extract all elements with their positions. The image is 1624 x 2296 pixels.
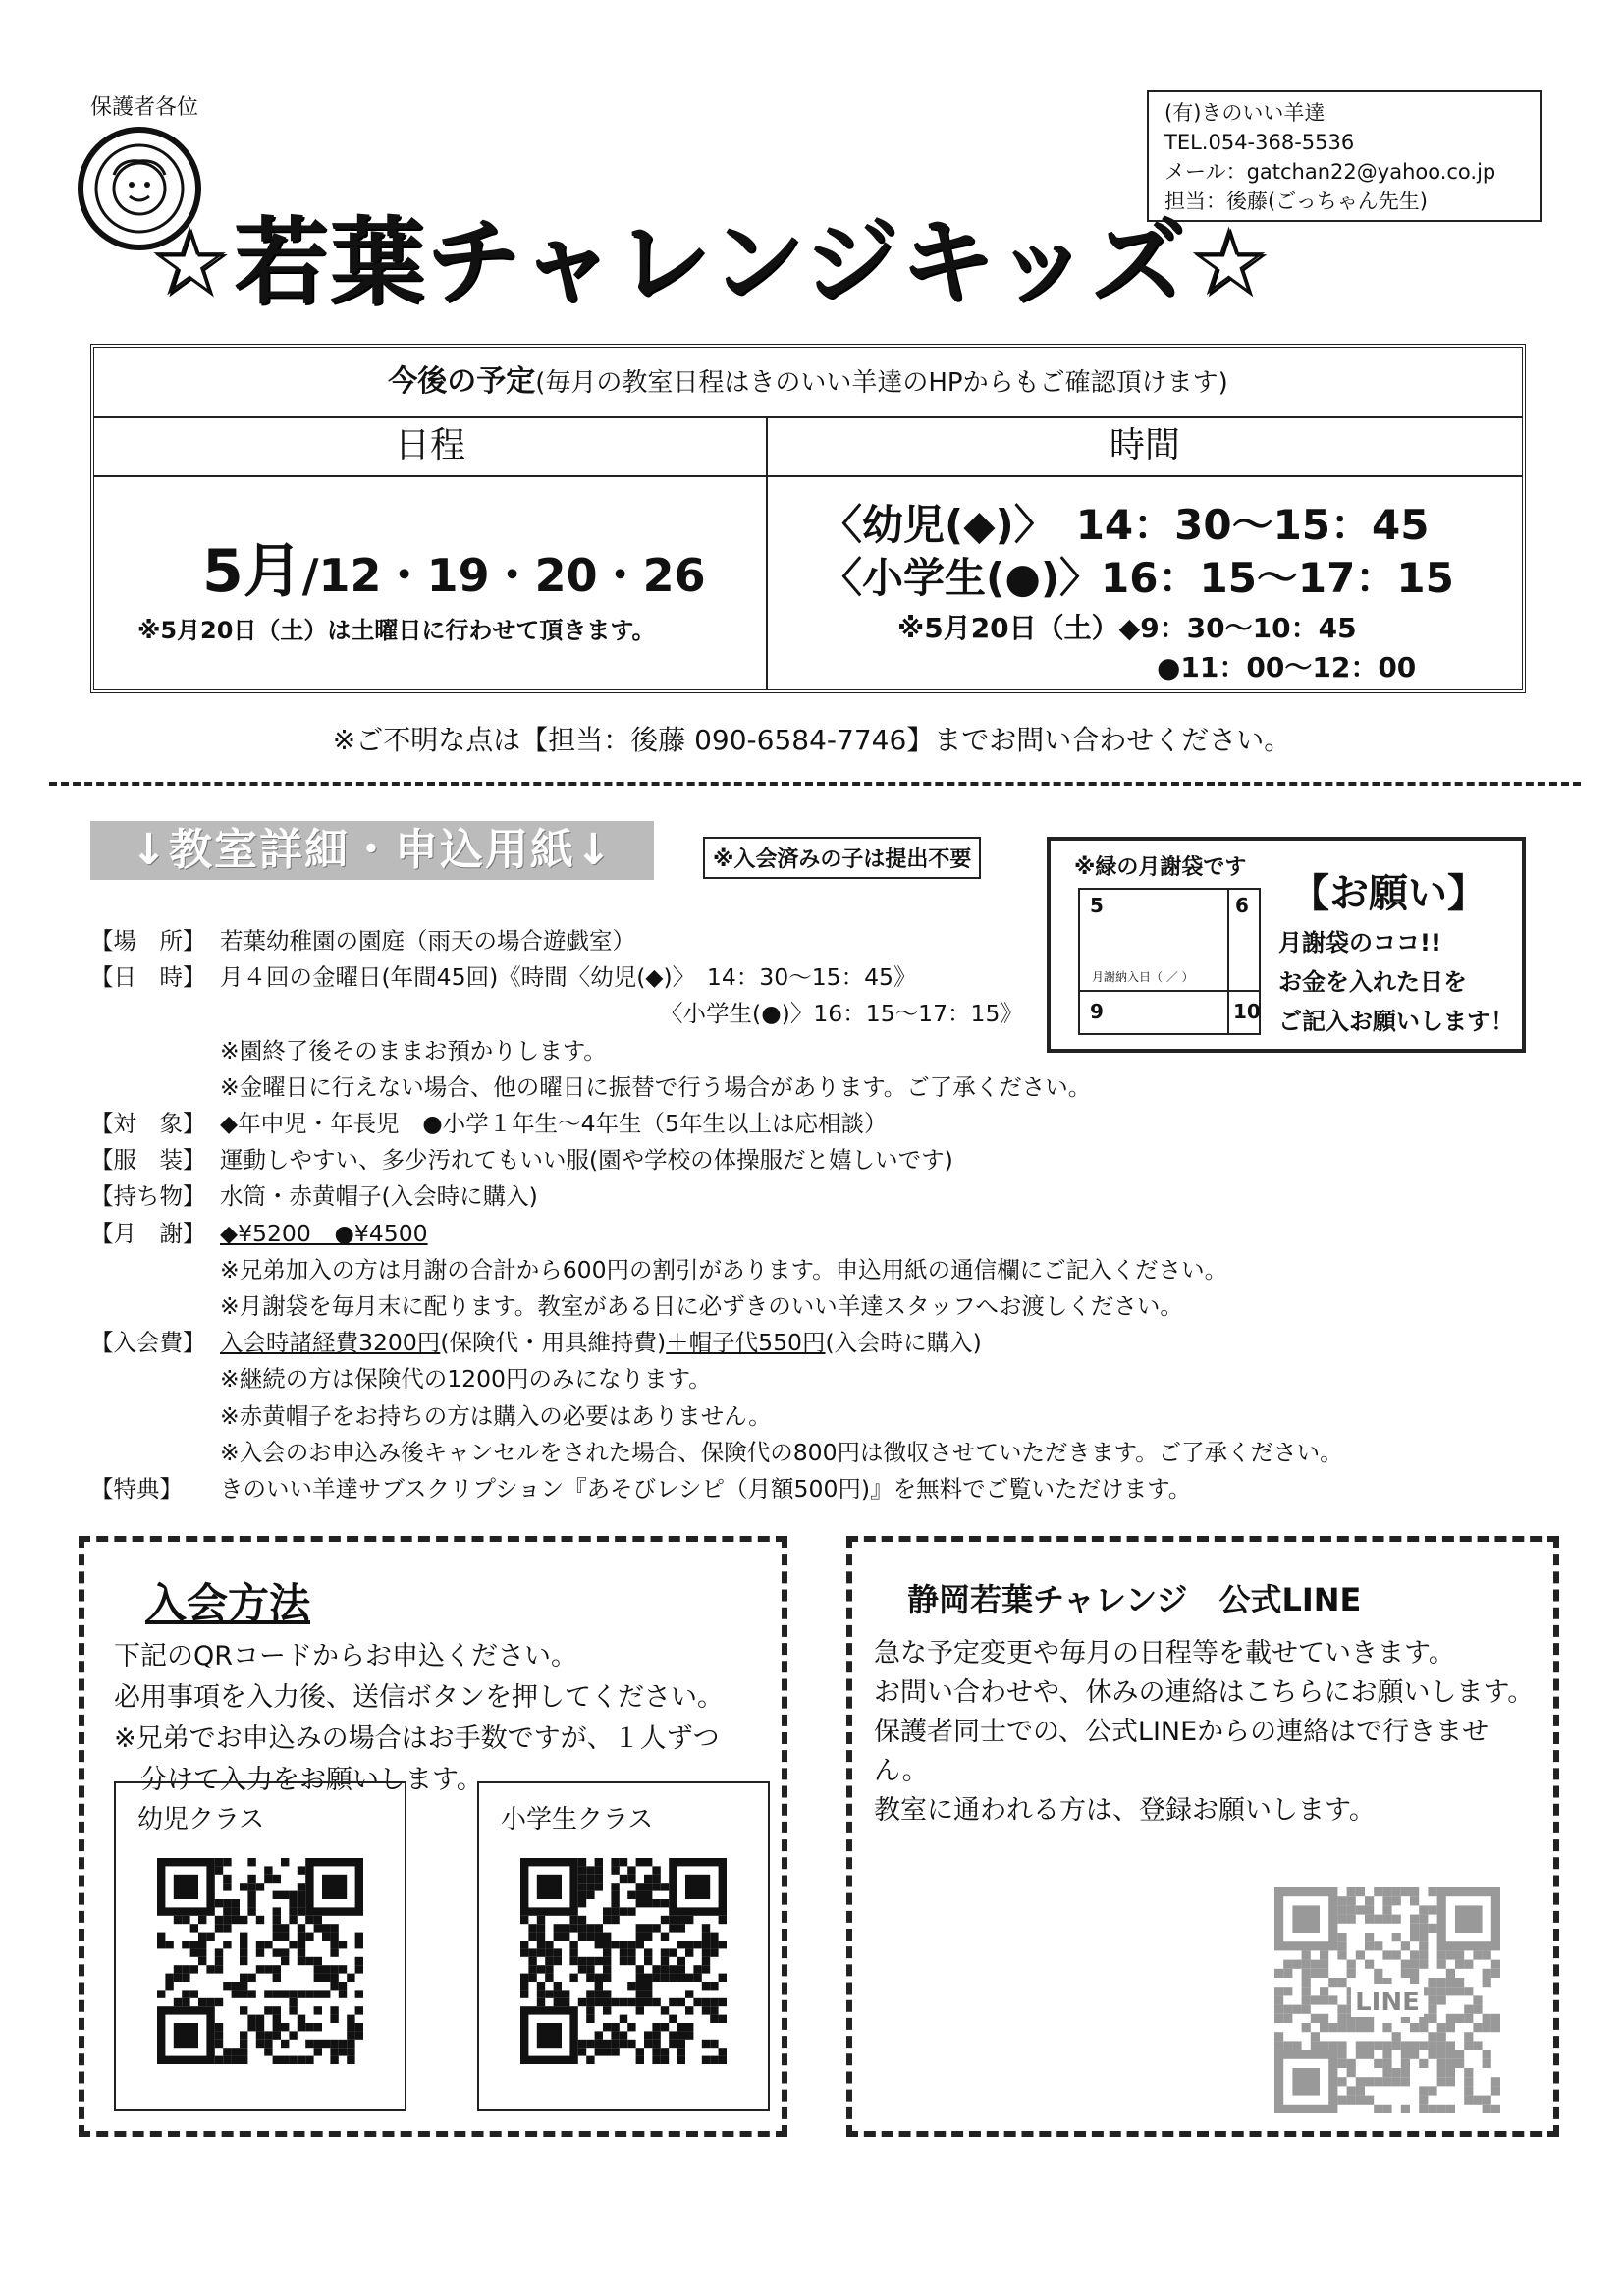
schedule-heading-bold: 今後の予定	[388, 364, 536, 399]
contact-box	[1147, 90, 1542, 222]
detail-note: ※赤黄帽子をお持ちの方は購入の必要はありません。	[220, 1401, 772, 1430]
line-qr-code-icon[interactable]	[1274, 1887, 1500, 2113]
join-line: 必用事項を入力後、送信ボタンを押してください。	[114, 1682, 724, 1713]
detail-value: ◆年中児・年長児 ●小学１年生～4年生（5年生以上は応相談）	[220, 1110, 888, 1138]
join-line: ※兄弟でお申込みの場合はお手数ですが、１人ずつ	[114, 1723, 720, 1754]
detail-value: 運動しやすい、多少汚れてもいい服(園や学校の体操服だと嬉しいです)	[220, 1146, 953, 1175]
line-text: 保護者同士での、公式LINEからの連絡はで行きません。	[874, 1717, 1489, 1786]
time-saturday-elementary: ●11：00～12：00	[1157, 651, 1417, 683]
line-description	[874, 1634, 1542, 1831]
detail-label: 【持ち物】	[90, 1182, 206, 1211]
schedule-month: 5月	[202, 537, 302, 606]
detail-row	[90, 923, 1563, 959]
time-infant: 〈幼児(◆)〉 14：30～15：45	[821, 501, 1430, 549]
detail-value: 〈小学生(●)〉16：15～17：15》	[660, 1000, 1023, 1028]
qr-code-icon[interactable]	[157, 1858, 363, 2064]
qr-card-infant	[114, 1781, 406, 2111]
detail-row	[90, 1178, 1563, 1215]
detail-label: 【服 装】	[90, 1146, 206, 1175]
envelope-cell: 10	[1233, 1000, 1261, 1023]
detail-row	[90, 1325, 1563, 1361]
detail-value: ◆¥5200 ●¥4500	[220, 1219, 428, 1247]
schedule-dates	[202, 524, 706, 609]
schedule-heading-note: (毎月の教室日程はきのいい羊達のHPからもご確認頂けます)	[535, 368, 1228, 398]
detail-row	[90, 1216, 1563, 1252]
qr-label: 小学生クラス	[501, 1805, 654, 1834]
request-title: 【お願い】	[1290, 871, 1487, 916]
request-line: お金を入れた日を	[1278, 968, 1467, 996]
contact-tel: TEL.054-368-5536	[1164, 131, 1355, 154]
line-official-box	[846, 1536, 1559, 2137]
envelope-cell: 5	[1090, 894, 1104, 917]
dashed-divider	[49, 782, 1581, 786]
contact-mail: メール：gatchan22@yahoo.co.jp	[1164, 160, 1496, 184]
class-details	[90, 923, 1563, 1507]
detail-value: 月４回の金曜日(年間45回)《時間〈幼児(◆)〉 14：30～15：45》	[220, 963, 917, 992]
contact-staff: 担当：後藤(ごっちゃん先生)	[1164, 190, 1428, 213]
detail-value: (保険代・用具維持費)	[440, 1329, 667, 1357]
line-title: 静岡若葉チャレンジ 公式LINE	[907, 1581, 1362, 1618]
detail-value: きのいい羊達サブスクリプション『あそびレシピ（月額500円)』を無料でご覧いただけます。	[220, 1475, 1192, 1503]
detail-label: 【対 象】	[90, 1110, 206, 1138]
schedule-date-note: ※5月20日（土）は土曜日に行わせて頂きます。	[137, 617, 656, 644]
detail-note: ※兄弟加入の方は月謝の合計から600円の割引があります。申込用紙の通信欄にご記入ください。	[220, 1255, 1228, 1284]
schedule-days: /12・19・20・26	[301, 549, 706, 602]
envelope-cell: 9	[1090, 1000, 1104, 1023]
detail-label: 【入会費】	[90, 1329, 206, 1357]
time-elementary: 〈小学生(●)〉16：15～17：15	[821, 554, 1454, 602]
section-banner: ↓教室詳細・申込用紙↓	[90, 821, 654, 880]
page-title: ☆若葉チャレンジキッズ☆	[147, 207, 1273, 317]
request-line: ご記入お願いします！	[1278, 1008, 1514, 1035]
envelope-cell: 6	[1235, 894, 1249, 917]
line-text: お問い合わせや、休みの連絡はこちらにお願いします。	[874, 1677, 1535, 1708]
detail-row	[90, 1142, 1563, 1178]
request-line: 月謝袋のココ!!	[1278, 929, 1441, 957]
detail-note: ※入会のお申込み後キャンセルをされた場合、保険代の800円は徴収させていただきます。ご了承ください。	[220, 1438, 1343, 1466]
detail-value: (入会時に購入)	[825, 1329, 982, 1357]
member-note: ※入会済みの子は提出不要	[703, 837, 981, 879]
detail-label: 【特典】	[90, 1475, 183, 1503]
detail-note: ※月謝袋を毎月末に配ります。教室がある日に必ずきのいい羊達スタッフへお渡しください。	[220, 1292, 1183, 1321]
detail-value: ＋帽子代550円	[666, 1329, 826, 1357]
detail-label: 【月 謝】	[90, 1219, 206, 1247]
detail-note: ※金曜日に行えない場合、他の曜日に振替で行う場合があります。ご了承ください。	[220, 1072, 1092, 1101]
envelope-text: 月謝納入日（ ／ ）	[1092, 970, 1194, 984]
envelope-label: ※緑の月謝袋です	[1074, 855, 1247, 880]
detail-label: 【場 所】	[90, 927, 206, 955]
addressee: 保護者各位	[90, 95, 199, 120]
join-title: 入会方法	[145, 1579, 311, 1627]
inquiry-note: ※ご不明な点は【担当：後藤 090-6584-7746】までお問い合わせください。	[332, 724, 1292, 756]
join-method-box	[79, 1536, 787, 2137]
detail-row	[90, 959, 1563, 996]
contact-company: (有)きのいい羊達	[1164, 101, 1326, 125]
line-logo-text: LINE	[1355, 1988, 1420, 2017]
detail-value: 若葉幼稚園の園庭（雨天の場合遊戯室）	[220, 927, 635, 955]
detail-value: 水筒・赤黄帽子(入会時に購入)	[220, 1182, 538, 1211]
detail-row	[90, 996, 1563, 1032]
join-line: 下記のQRコードからお申込ください。	[114, 1641, 578, 1671]
column-header-date: 日程	[94, 416, 768, 477]
line-text: 急な予定変更や毎月の日程等を載せていきます。	[874, 1638, 1455, 1668]
detail-value: 入会時諸経費3200円	[220, 1329, 441, 1357]
detail-note: ※継続の方は保険代の1200円のみになります。	[220, 1365, 712, 1394]
qr-card-elementary	[477, 1781, 770, 2111]
schedule-heading	[94, 348, 1522, 418]
join-line: 分けて入力をお願いします。	[114, 1765, 483, 1795]
detail-label: 【日 時】	[90, 963, 206, 992]
detail-row	[90, 1106, 1563, 1142]
time-saturday-infant: ※5月20日（土）◆9：30～10：45	[897, 612, 1357, 644]
line-text: 教室に通われる方は、登録お願いします。	[874, 1795, 1376, 1826]
qr-code-icon[interactable]	[520, 1858, 727, 2064]
join-instructions	[114, 1636, 724, 1801]
detail-row	[90, 1471, 1563, 1507]
qr-label: 幼児クラス	[137, 1805, 265, 1834]
column-divider	[766, 475, 768, 689]
column-header-time: 時間	[768, 416, 1522, 477]
detail-note: ※園終了後そのままお預かりします。	[220, 1036, 607, 1065]
schedule-table	[90, 344, 1526, 693]
